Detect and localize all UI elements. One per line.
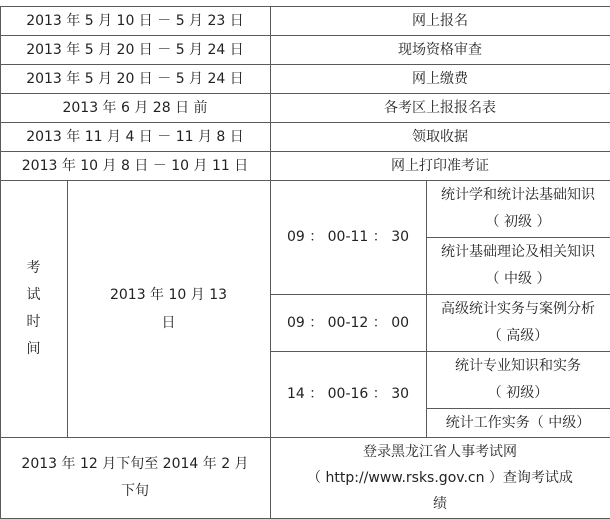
results-date-line: 2013 年 12 月下旬至 2014 年 2 月 [21,455,249,472]
exam-time-label [0,180,67,437]
exam-subject [426,237,610,294]
results-info-line: 绩 [433,495,447,512]
exam-subject [426,351,610,408]
exam-subject-level: （ 初级） [487,384,549,401]
schedule-item: 领取收据 [412,128,468,145]
exam-subject-name: 高级统计实务与案例分析 [441,300,595,317]
session-time: 14 ： 00-16 ： 30 [286,386,410,402]
exam-subject-name: 统计工作实务（ 中级） [445,414,591,431]
session-time: 09 ： 00-12 ： 00 [286,314,410,331]
schedule-date: 2013 年 5 月 10 日 － 5 月 23 日 [26,12,244,29]
exam-time-label-char: 考 [26,259,41,276]
schedule-item: 各考区上报报名表 [384,99,496,116]
schedule-item: 网上报名 [412,12,468,29]
exam-subject-name: 统计专业知识和实务 [455,357,581,374]
schedule-item: 网上缴费 [412,70,468,87]
session-time: 09 ： 00-11 ： 30 [286,229,410,245]
exam-date-line: 2013 年 10 月 13 [109,286,228,303]
exam-subject [426,294,610,351]
schedule-date: 2013 年 5 月 20 日 － 5 月 24 日 [26,70,244,87]
exam-date [67,180,270,437]
exam-subject [426,408,610,437]
schedule-date: 2013 年 6 月 28 日 前 [62,99,208,116]
exam-subject-level: （ 高级） [487,327,549,344]
schedule-date: 2013 年 10 月 8 日 － 10 月 11 日 [21,157,249,174]
exam-subject-level: （ 中级 ） [485,270,551,287]
exam-time-label-char: 间 [26,340,41,357]
results-info [270,437,610,518]
schedule-date: 2013 年 11 月 4 日 － 11 月 8 日 [26,128,244,145]
results-link-line: （ http://www.rsks.gov.cn ）查询考试成 [307,469,573,486]
results-date-line: 下旬 [121,482,149,499]
exam-time-label-char: 试 [26,286,41,303]
schedule-item: 现场资格审查 [398,41,482,58]
exam-subject [426,180,610,237]
exam-date-line: 日 [161,314,176,331]
exam-time-label-char: 时 [26,313,41,330]
exam-subject-level: （ 初级 ） [485,213,551,230]
exam-subject-name: 统计基础理论及相关知识 [441,243,595,260]
results-date [0,437,270,518]
exam-subject-name: 统计学和统计法基础知识 [441,186,595,203]
schedule-item: 网上打印准考证 [391,157,489,174]
schedule-date: 2013 年 5 月 20 日 － 5 月 24 日 [26,41,244,58]
results-info-line: 登录黑龙江省人事考试网 [363,443,517,460]
